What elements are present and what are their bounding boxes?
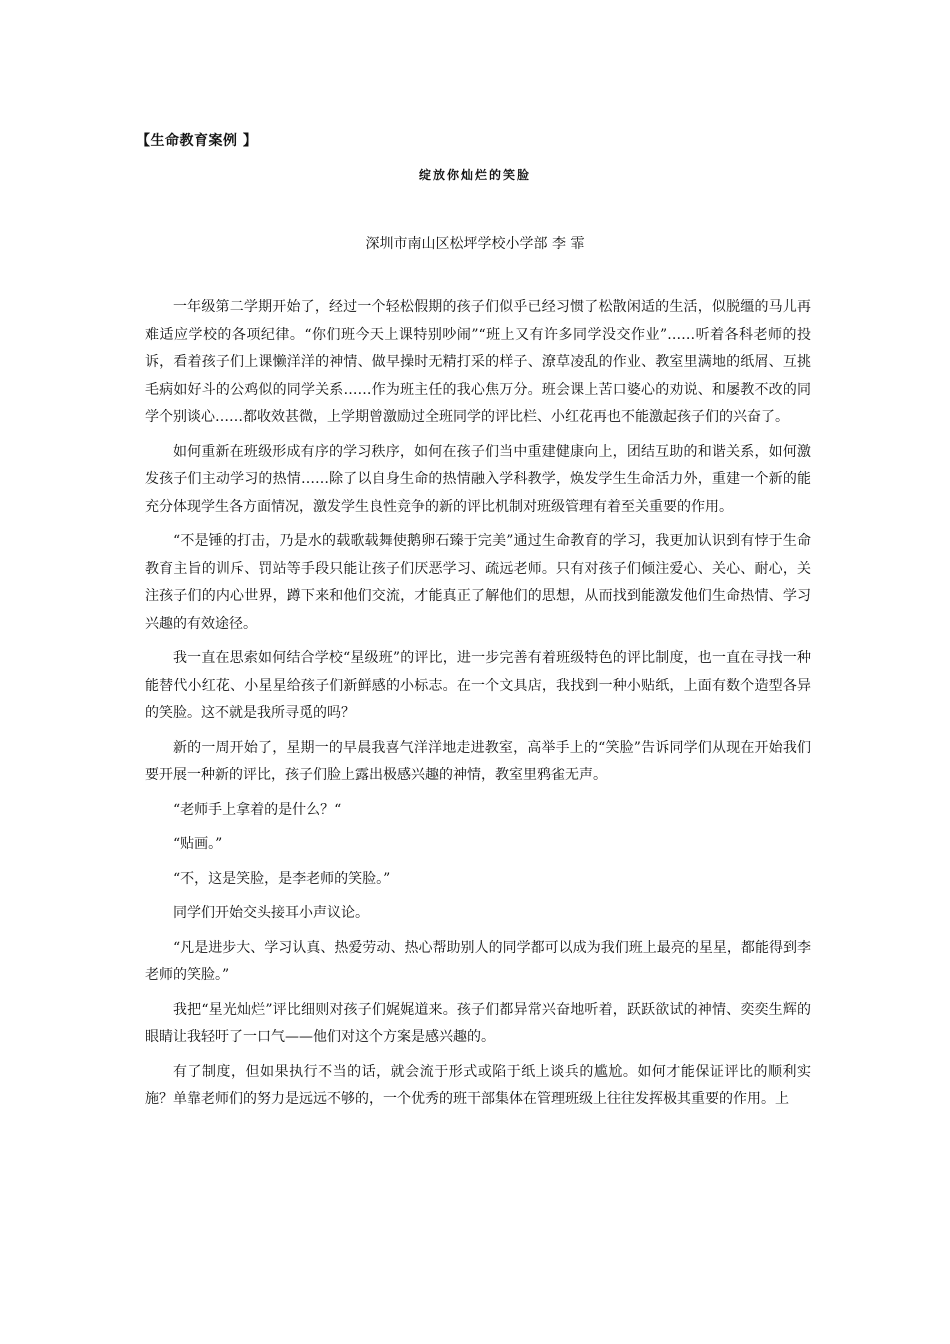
dialogue-line: “老师手上拿着的是什么？“ bbox=[173, 801, 342, 818]
paragraph: 新的一周开始了，星期一的早晨我喜气洋洋地走进教室，高举手上的“笑脸”告诉同学们从现在开始我们要开展一种新的评比，孩子们脸上露出极感兴趣的神情，教室里鸦雀无声。 bbox=[145, 739, 811, 783]
paragraph: 有了制度，但如果执行不当的话，就会流于形式或陷于纸上谈兵的尴尬。如何才能保证评比的顺利实施？单靠老师们的努力是远远不够的，一个优秀的班干部集体在管理班级上往往发挥极其重要的作用。上 bbox=[145, 1063, 811, 1107]
document-title: 绽放你灿烂的笑脸 bbox=[418, 168, 531, 182]
dialogue-line: “不，这是笑脸，是李老师的笑脸。” bbox=[173, 870, 391, 887]
paragraph: 我一直在思索如何结合学校“星级班”的评比，进一步完善有着班级特色的评比制度，也一直在寻找一种能替代小红花、小星星给孩子们新鲜感的小标志。在一个文具店，我找到一种小贴纸，上面有数个造型各异的笑脸。这不就是我所寻觅的吗？ bbox=[145, 650, 811, 721]
document-body bbox=[145, 294, 811, 1121]
case-label: 【生命教育案例 】 bbox=[136, 133, 258, 149]
author-line: 深圳市南山区松坪学校小学部 李 霏 bbox=[365, 236, 585, 252]
paragraph: “不是锤的打击，乃是水的载歌载舞使鹅卵石臻于完美”通过生命教育的学习，我更加认识到有悖于生命教育主旨的训斥、罚站等手段只能让孩子们厌恶学习、疏远老师。只有对孩子们倾注爱心、关心、耐心，关注孩子们的内心世界，蹲下来和他们交流，才能真正了解他们的思想，从而找到能激发他们生命热情、学习兴趣的有效途径。 bbox=[145, 533, 811, 632]
paragraph: 如何重新在班级形成有序的学习秩序，如何在孩子们当中重建健康向上，团结互助的和谐关系，如何激发孩子们主动学习的热情……除了以自身生命的热情融入学科教学，焕发学生生命活力外，重建一个新的能充分体现学生各方面情况，激发学生良性竞争的新的评比机制对班级管理有着至关重要的作用。 bbox=[145, 443, 811, 515]
dialogue-line: 同学们开始交头接耳小声议论。 bbox=[173, 905, 369, 921]
paragraph: 我把“星光灿烂”评比细则对孩子们娓娓道来。孩子们都异常兴奋地听着，跃跃欲试的神情、奕奕生辉的眼睛让我轻吁了一口气——他们对这个方案是感兴趣的。 bbox=[145, 1001, 811, 1045]
paragraph: 一年级第二学期开始了，经过一个轻松假期的孩子们似乎已经习惯了松散闲适的生活，似脱缰的马儿再难适应学校的各项纪律。“你们班今天上课特别吵闹”“班上又有许多同学没交作业”……听着各科老师的投诉，看着孩子们上课懒洋洋的神情、做早操时无精打采的样子、潦草凌乱的作业、教室里满地的纸屑、互挑毛病如好斗的公鸡似的同学关系……作为班主任的我心焦万分。班会课上苦口婆心的劝说、和屡教不改的同学个别谈心……都收效甚微，上学期曾激励过全班同学的评比栏、小红花再也不能激起孩子们的兴奋了。 bbox=[145, 299, 811, 425]
dialogue-line: “贴画。” bbox=[173, 836, 223, 852]
paragraph: “凡是进步大、学习认真、热爱劳动、热心帮助别人的同学都可以成为我们班上最亮的星星，都能得到李老师的笑脸。” bbox=[145, 939, 811, 983]
